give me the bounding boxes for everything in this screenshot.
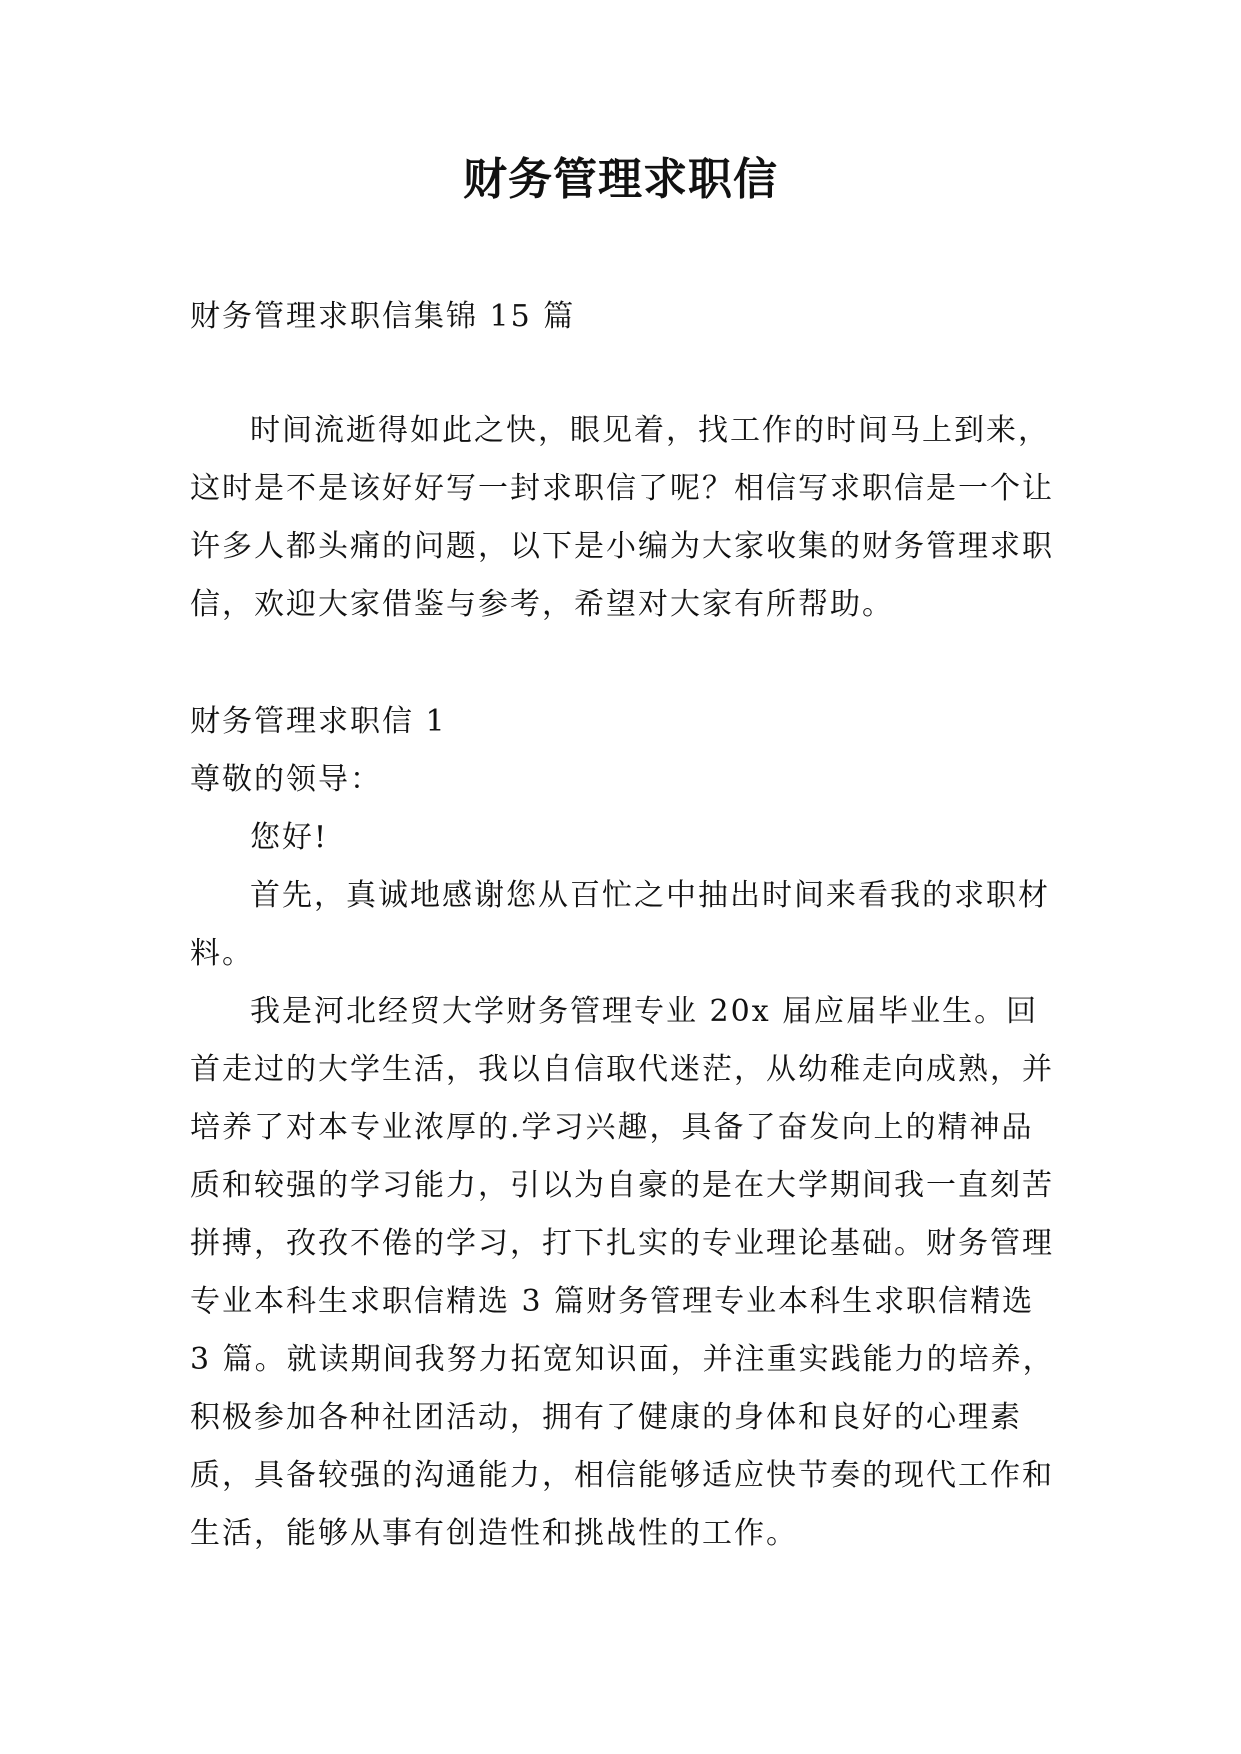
section-title: 财务管理求职信 1 — [190, 704, 447, 739]
document-title: 财务管理求职信 — [463, 154, 778, 205]
greeting-line: 您好! — [250, 820, 329, 855]
document-subtitle: 财务管理求职信集锦 15 篇 — [190, 299, 576, 334]
body-paragraph-1: 首先，真诚地感谢您从百忙之中抽出时间来看我的求职材料。 — [190, 878, 1050, 971]
intro-paragraph: 时间流逝得如此之快，眼见着，找工作的时间马上到来，这时是不是该好好写一封求职信了呢？相信写求职信是一个让许多人都头痛的问题，以下是小编为大家收集的财务管理求职信，欢迎大家借鉴与参考，希望对大家有所帮助。 — [190, 413, 1054, 622]
body-paragraph-2: 我是河北经贸大学财务管理专业 20x 届应届毕业生。回首走过的大学生活，我以自信取代迷茫，从幼稚走向成熟，并培养了对本专业浓厚的.学习兴趣，具备了奋发向上的精神品质和较强的学习能力，引以为自豪的是在大学期间我一直刻苦拼搏，孜孜不倦的学习，打下扎实的专业理论基础。财务管理专业本科生求职信精选 3 篇财务管理专业本科生求职信精选 3 篇。就读期间我努力拓宽知识面，并注重实践能力的培养，积极参加各种社团活动，拥有了健康的身体和良好的心理素质，具备较强的沟通能力，相信能够适应快节奏的现代工作和生活，能够从事有创造性和挑战性的工作。 — [190, 994, 1055, 1551]
salutation: 尊敬的领导： — [190, 762, 382, 797]
